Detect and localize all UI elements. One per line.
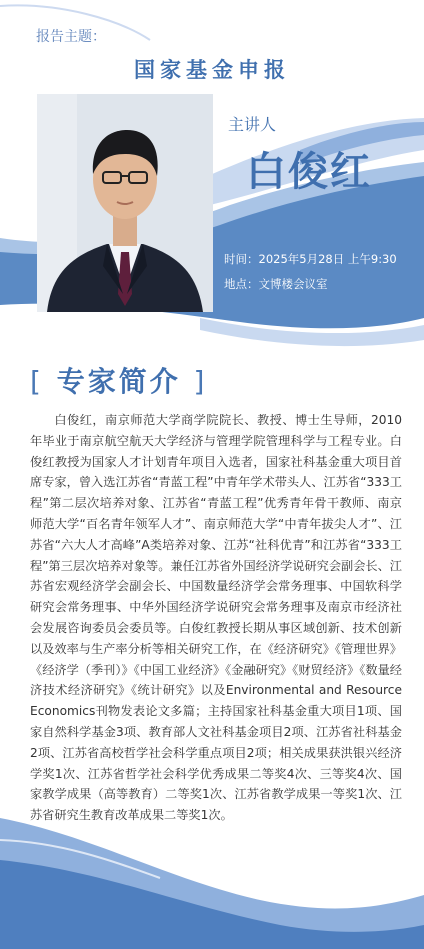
bio-heading-text: 专家简介: [56, 365, 181, 398]
event-time: 时间：2025年5月28日 上午9:30: [224, 252, 397, 266]
speaker-photo: [37, 94, 213, 312]
bracket-open: [: [30, 365, 44, 398]
speaker-name: 白俊红: [246, 149, 372, 195]
bracket-close: ]: [193, 365, 208, 398]
bio-text: 白俊红，南京师范大学商学院院长、教授、博士生导师，2010年毕业于南京航空航天大学经济与管理学院管理科学与工程专业。白俊红教授为国家人才计划青年项目入选者，国家社科基金重大项目首席专家，曾入选江苏省“青蓝工程”中青年学术带头人、江苏省“333工程”第二层次培养对象、江苏省“青蓝工程”优秀青年骨干教师、南京师范大学“百名青年领军人才”、南京师范大学“中青年拔尖人才”、江苏省“六大人才高峰”A类培养对象、江苏“社科优青”和江苏省“333工程”第三层次培养对象等。兼任江苏省外国经济学说研究会副会长、江苏省宏观经济学会副会长、中国数量经济学会常务理事、中国软科学研究会常务理事、中华外国经济学说研究会常务理事及南京市经济社会发展咨询委员会委员等。白俊红教授长期从事区域创新、技术创新以及效率与生产率分析等相关研究工作，在《经济研究》《管理世界》《经济学（季刊）》《中国工业经济》《金融研究》《财贸经济》《数量经济技术经济研究》《统计研究》以及Environmental and Resource Economics刊物发表论文多篇；主持国家社科基金重大项目1项、国家自然科学基金3项、教育部人文社科基金项目2项、江苏省社科基金2项、江苏省高校哲学社会科学重点项目2项；相关成果获洪银兴经济学奖1次、江苏省哲学社会科学优秀成果二等奖4次、三等奖4次、国家教学成果（高等教育）二等奖1次、江苏省教学成果一等奖1次、江苏省研究生教育改革成果二等奖1次。: [30, 413, 402, 823]
bio-heading: [30, 360, 207, 400]
speaker-label: 主讲人: [228, 115, 277, 134]
report-title: 国家基金申报: [134, 58, 290, 82]
portrait-illustration: [37, 94, 213, 312]
topic-label: 报告主题：: [36, 29, 106, 45]
event-location: 地点：文博楼会议室: [224, 277, 328, 291]
